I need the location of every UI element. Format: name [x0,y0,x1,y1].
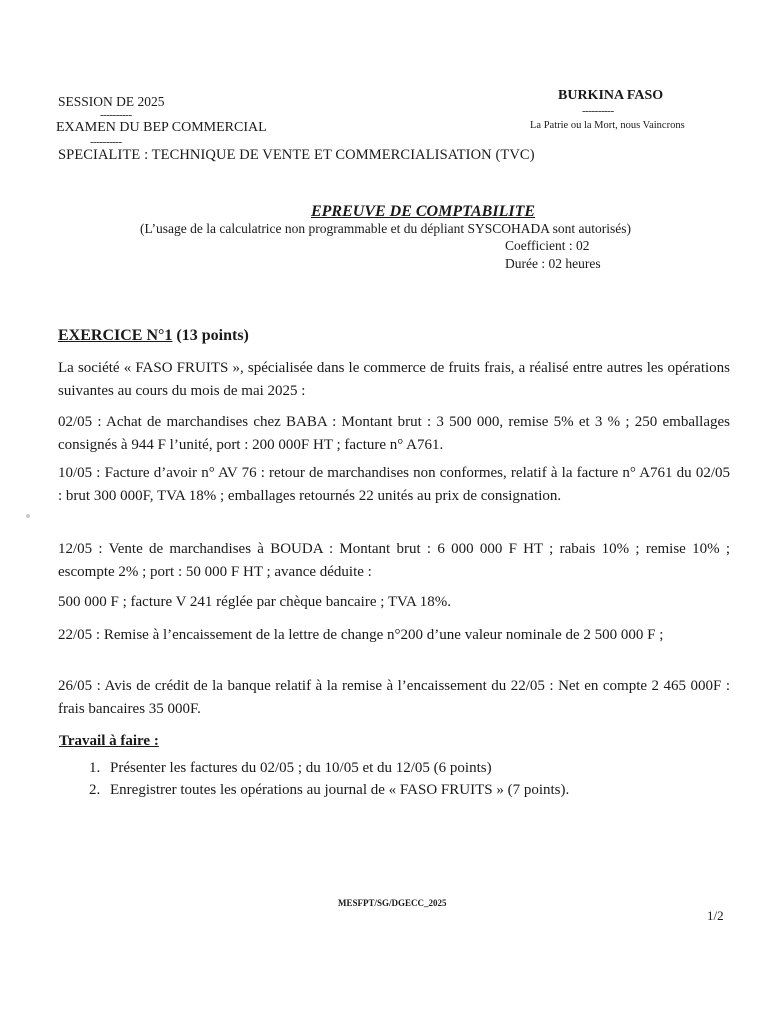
work-title: Travail à faire : [59,733,159,749]
footer-code: MESFPT/SG/DGECC_2025 [338,898,447,908]
operation-item: 26/05 : Avis de crédit de la banque relatif à la remise à l’encaissement du 22/05 : Net en compte 2 465 000F : frais bancaires 35 000F. [58,678,730,717]
exercise-number: EXERCICE N°1 [58,327,173,344]
coefficient: Coefficient : 02 [505,238,590,253]
operation-item: 12/05 : Vente de marchandises à BOUDA : Montant brut : 6 000 000 F HT ; rabais 10% ; remise 10% ; escompte 2% ; port : 50 000 F HT ; avance déduite : [58,541,730,580]
specialty-label: SPECIALITE : TECHNIQUE DE VENTE ET COMMERCIALISATION (TVC) [58,147,535,163]
operation-item: 02/05 : Achat de marchandises chez BABA : Montant brut : 3 500 000, remise 5% et 3 % ; 250 emballages consignés à 944 F l’unité, port : 200 000F HT ; facture n° A761. [58,414,730,453]
operation-item: 10/05 : Facture d’avoir n° AV 76 : retour de marchandises non conformes, relatif à la facture n° A761 du 02/05 : brut 300 000F, TVA 18% ; emballages retournés 22 unités au prix de consignation. [58,465,730,504]
exam-label: EXAMEN DU BEP COMMERCIAL [56,120,267,135]
separator-line: ---------- [90,136,122,148]
duration: Durée : 02 heures [505,256,601,271]
exam-title: EPREUVE DE COMPTABILITE [310,203,536,220]
task-list [58,757,569,801]
page-number: 1/2 [707,908,724,923]
country-name: BURKINA FASO [558,88,664,103]
exercise-intro: La société « FASO FRUITS », spécialisée dans le commerce de fruits frais, a réalisé entre autres les opérations suivantes au cours du mois de mai 2025 : [58,360,730,399]
session-label: SESSION DE 2025 [58,94,165,109]
operation-item: 22/05 : Remise à l’encaissement de la lettre de change n°200 d’une valeur nominale de 2 500 000 F ; [58,627,664,643]
scan-speck [26,514,30,518]
country-motto: La Patrie ou la Mort, nous Vaincrons [530,120,685,131]
exercise-points: (13 points) [172,327,249,344]
usage-note: (L’usage de la calculatrice non programmable et du dépliant SYSCOHADA sont autorisés) [140,221,632,236]
separator-line: ---------- [100,109,132,121]
task-item: 1. Présenter les factures du 02/05 ; du 10/05 et du 12/05 (6 points) [104,757,569,779]
exercise-title [58,327,249,345]
separator-line: ---------- [582,105,614,117]
operation-item: 500 000 F ; facture V 241 réglée par chèque bancaire ; TVA 18%. [58,594,451,610]
task-item: 2. Enregistrer toutes les opérations au journal de « FASO FRUITS » (7 points). [104,779,569,801]
